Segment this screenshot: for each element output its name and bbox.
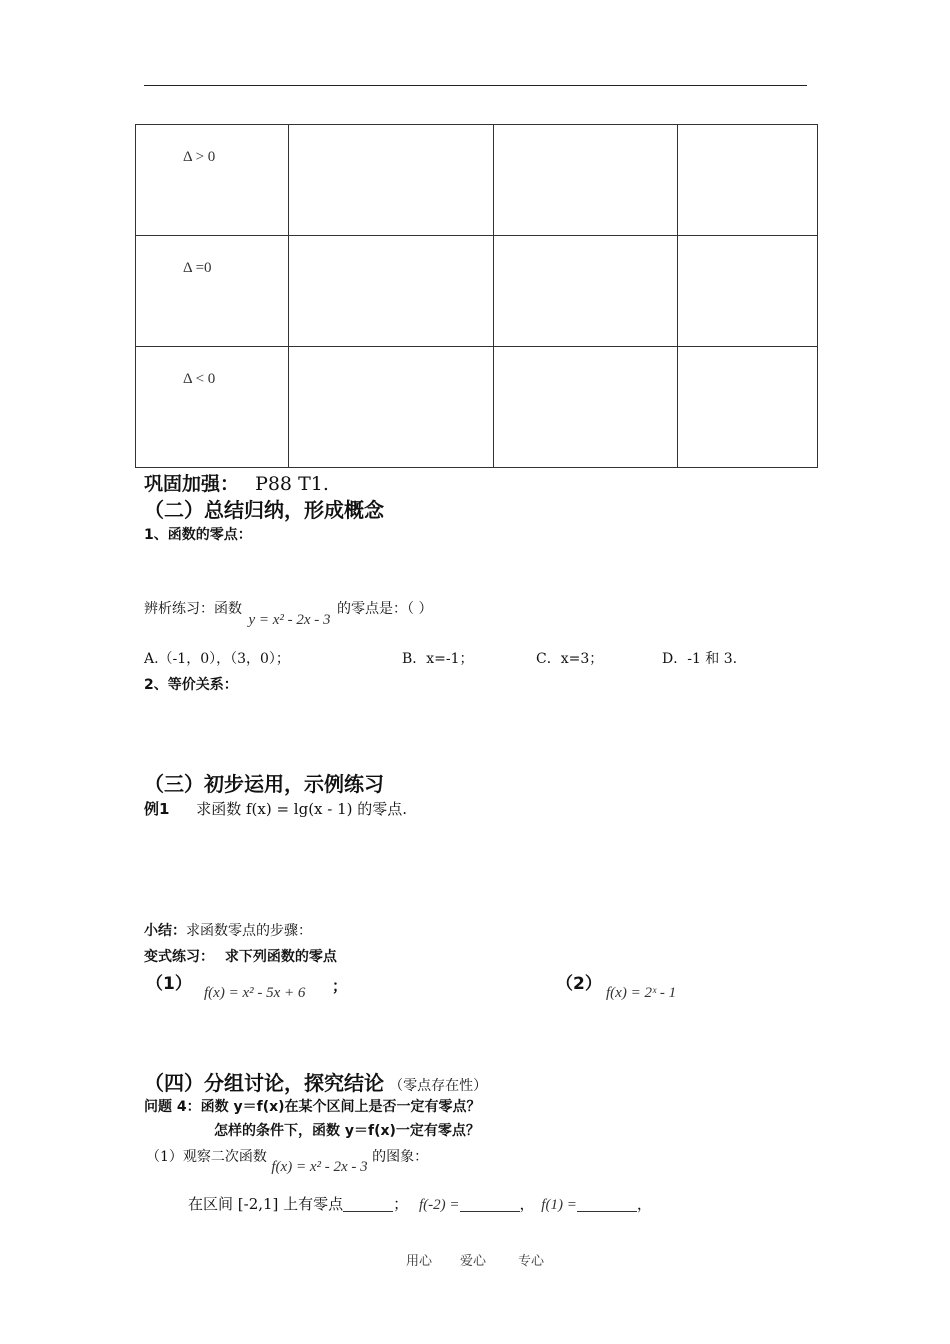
comma2: ， <box>636 1195 652 1213</box>
practice-formula: y = x² - 2x - 3 <box>248 612 331 628</box>
option-a: A.（-1，0），（3，0）； <box>144 651 290 667</box>
option-d: D．-1 和 3. <box>662 651 738 667</box>
table-cell <box>678 347 818 468</box>
semicolon: ； <box>393 1195 409 1213</box>
observe-line <box>146 1146 429 1175</box>
table-row <box>136 125 818 236</box>
section4-heading: （四）分组讨论，探究结论 <box>144 1071 384 1095</box>
practice-line <box>144 598 433 628</box>
table-cell <box>136 347 289 468</box>
question4-line2: 怎样的条件下，函数 y＝f(x)一定有零点？ <box>214 1123 480 1139</box>
table-row <box>136 236 818 347</box>
f-neg2-label: f(-2) = <box>418 1197 460 1213</box>
equivalence-item: 2、等价关系： <box>144 677 238 693</box>
problem1-end: ； <box>332 977 348 995</box>
footer-3: 专心 <box>518 1254 545 1269</box>
summary-label: 小结： <box>144 923 186 939</box>
variant-label: 变式练习： <box>144 949 214 965</box>
table-cell <box>678 236 818 347</box>
delta-label: Δ =0 <box>183 260 212 276</box>
table-cell <box>289 347 494 468</box>
practice-prefix: 辨析练习：函数 <box>144 601 242 617</box>
section3-heading: （三）初步运用，示例练习 <box>144 772 384 796</box>
f-1-blank <box>577 1197 637 1212</box>
variant-text: 求下列函数的零点 <box>224 949 337 965</box>
interval-line <box>188 1193 652 1214</box>
observe-prefix: （1）观察二次函数 <box>146 1149 267 1165</box>
interval-blank <box>343 1197 393 1212</box>
zero-point-item: 1、函数的零点： <box>144 527 252 543</box>
delta-label: Δ < 0 <box>183 371 216 387</box>
consolidate-ref: P88 T1. <box>255 473 329 495</box>
consolidate-line <box>144 469 329 496</box>
header-rule <box>144 85 807 86</box>
option-b: B．x=-1； <box>402 651 474 667</box>
table-cell <box>494 347 678 468</box>
table-cell <box>494 125 678 236</box>
comma1: ， <box>519 1195 535 1213</box>
problem1-formula: f(x) = x² - 5x + 6 <box>204 985 306 1001</box>
problem1-label: （1） <box>146 974 192 994</box>
example-line <box>144 798 407 819</box>
summary-text: 求函数零点的步骤： <box>186 923 312 939</box>
summary-line <box>144 920 312 940</box>
table-cell <box>136 125 289 236</box>
question4-line1 <box>144 1096 481 1116</box>
footer-2: 爱心 <box>460 1254 487 1269</box>
observe-formula: f(x) = x² - 2x - 3 <box>271 1159 368 1175</box>
problem2-label: （2） <box>556 974 602 994</box>
section4-line <box>144 1067 487 1096</box>
example-text: 求函数 f(x) = lg(x - 1) 的零点. <box>196 800 408 818</box>
f-neg2-blank <box>460 1197 520 1212</box>
interval-text: 在区间 [-2,1] 上有零点 <box>188 1195 344 1213</box>
footer-1: 用心 <box>406 1254 433 1269</box>
table-cell <box>289 236 494 347</box>
table-cell <box>136 236 289 347</box>
consolidate-label: 巩固加强： <box>144 473 240 495</box>
example-label: 例1 <box>144 800 170 818</box>
question4-label: 问题 4： <box>144 1099 201 1115</box>
table-cell <box>494 236 678 347</box>
f-1-label: f(1) = <box>541 1197 577 1213</box>
option-c: C．x=3； <box>536 651 604 667</box>
question4-text1: 函数 y＝f(x)在某个区间上是否一定有零点？ <box>200 1099 481 1115</box>
table-cell <box>289 125 494 236</box>
delta-label: Δ > 0 <box>183 149 216 165</box>
discriminant-table <box>135 124 818 468</box>
table-cell <box>678 125 818 236</box>
section4-note: （零点存在性） <box>389 1078 488 1094</box>
section2-heading: （二）总结归纳，形成概念 <box>144 498 384 522</box>
variant-line <box>144 946 337 966</box>
table-row <box>136 347 818 468</box>
practice-suffix: 的零点是：（ ） <box>337 601 433 617</box>
problem2-formula: f(x) = 2ˣ - 1 <box>606 985 677 1001</box>
observe-suffix: 的图象： <box>372 1149 429 1165</box>
